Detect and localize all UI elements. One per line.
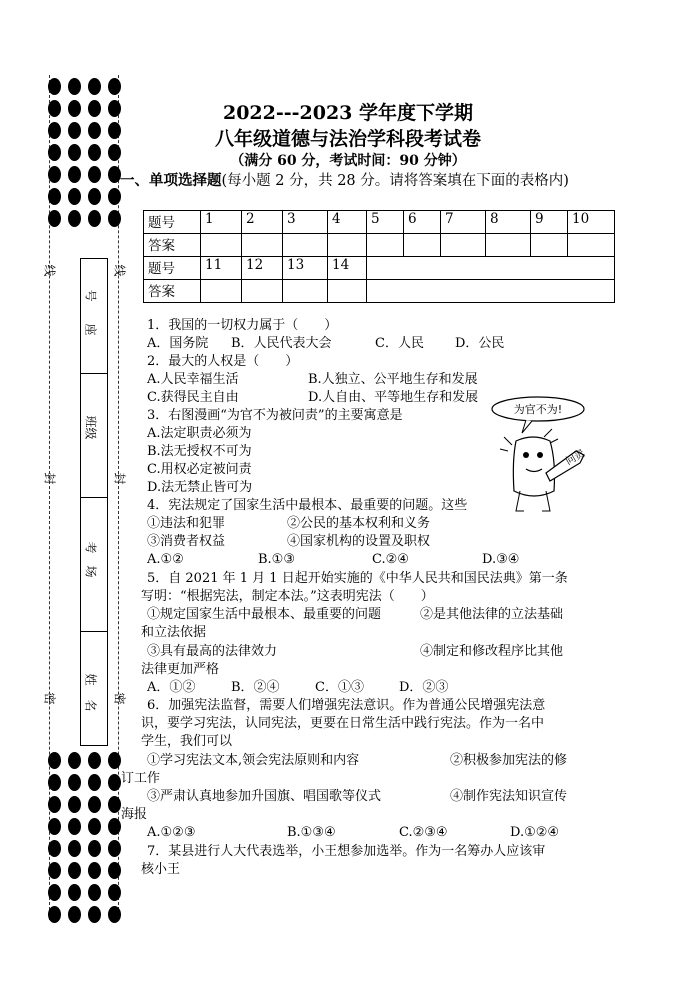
row-label: 题号 [144,211,201,234]
question-number: 11 [201,257,242,280]
q5-option-d: D．②③ [399,680,449,695]
question-number: 14 [328,257,367,280]
answer-cell[interactable] [201,234,242,257]
cartoon-illustration [486,393,588,523]
field-name-1: 姓 [83,673,98,686]
section-1-title: 一、单项选择题 [120,172,222,189]
q6-item-1: ①学习宪法文本,领会宪法原则和内容 [147,753,360,768]
q3-option-b: B.法无授权不可为 [147,444,252,459]
answer-cell[interactable] [367,234,404,257]
question-number: 10 [568,211,615,234]
row-label: 答案 [144,234,201,257]
answer-cell[interactable] [531,234,568,257]
field-name-2: 名 [83,699,98,712]
q4-option-b: B.①③ [258,552,295,567]
q5-item-4-cont: 法律更加严格 [141,662,220,677]
row-label: 题号 [144,257,201,280]
answer-cell[interactable] [328,280,367,303]
q6-stem-line-2: 识，要学习宪法，认同宪法，更要在日常生活中践行宪法。作为一名中 [141,716,545,731]
q5-option-a: A．①② [147,680,196,695]
binding-char-secret-left: 密 [42,692,57,705]
q5-item-2-cont: 和立法依据 [141,625,207,640]
question-number: 7 [441,211,486,234]
answer-cell[interactable] [283,234,328,257]
binding-char-seal-left: 封 [42,472,57,485]
binding-char-line-right: 线 [112,264,127,277]
binding-char-secret-right: 密 [112,692,127,705]
question-number: 8 [486,211,531,234]
answer-cell[interactable] [283,280,328,303]
answer-cell[interactable] [201,280,242,303]
question-number: 1 [201,211,242,234]
q2-option-c: C.获得民主自由 [147,390,239,405]
answer-cell[interactable] [441,234,486,257]
q6-stem-line-1: 6．加强宪法监督，需要人们增强宪法意识。作为普通公民增强宪法意 [147,698,546,713]
answer-cell[interactable] [404,234,441,257]
exam-score-time: （满分 60 分，考试时间：90 分钟） [230,153,466,169]
question-number: 9 [531,211,568,234]
q7-stem-line-1: 7．某县进行人大代表选举，小王想参加选举。作为一名筹办人应该审 [147,844,546,859]
answer-cell[interactable] [328,234,367,257]
answer-cell[interactable] [242,280,283,303]
field-class: 班级 [83,415,98,440]
exam-subject-title: 八年级道德与法治学科段考试卷 [214,128,481,150]
q1-option-a: A．国务院 [147,336,209,351]
q7-stem-line-2: 核小王 [141,862,181,877]
q2-option-a: A.人民幸福生活 [147,372,239,387]
q4-item-2: ②公民的基本权利和义务 [287,516,431,531]
answer-cell[interactable] [568,234,615,257]
q6-item-4-cont: 海报 [121,807,148,822]
q4-option-d: D.③④ [482,552,520,567]
binding-char-line-left: 线 [42,264,57,277]
answer-table [143,210,615,303]
q3-option-a: A.法定职责必须为 [147,426,252,441]
q1-stem: 1．我国的一切权力属于（ ） [147,318,338,333]
q6-option-c: C.②③④ [399,825,448,840]
table-row [144,280,615,303]
q6-option-b: B.①③④ [287,825,336,840]
q4-item-4: ④国家机构的设置及职权 [287,534,431,549]
q6-option-a: A.①②③ [147,825,196,840]
q5-option-b: B．②④ [231,680,280,695]
field-seat-2: 座 [83,323,98,336]
q6-stem-line-3: 学生，我们可以 [141,734,233,749]
q4-option-a: A.①② [147,552,184,567]
question-number: 12 [242,257,283,280]
question-number: 4 [328,211,367,234]
q4-option-c: C.②④ [372,552,409,567]
field-room-2: 场 [83,565,98,578]
cartoon-accountability-text: 问责 [564,448,587,468]
q3-option-c: C.用权必定被问责 [147,462,252,477]
table-row [144,257,615,280]
q4-item-1: ①违法和犯罪 [147,516,226,531]
student-info-box [80,258,108,746]
binding-dots-bottom [48,752,128,928]
q5-stem-line-1: 5．自 2021 年 1 月 1 日起开始实施的《中华人民共和国民法典》第一条 [147,571,568,586]
q6-option-d: D.①②④ [510,825,560,840]
q1-option-b: B．人民代表大会 [231,336,332,351]
empty-cell [367,280,615,303]
section-1-instruction: (每小题 2 分，共 28 分。请将答案填在下面的表格内) [221,173,569,189]
empty-cell [367,257,615,280]
cartoon-speech-text: 为官不为! [513,403,563,416]
q6-item-3: ③严肃认真地参加升国旗、唱国歌等仪式 [147,789,382,804]
question-number: 13 [283,257,328,280]
q5-item-2: ②是其他法律的立法基础 [420,607,564,622]
q1-option-c: C．人民 [375,336,424,351]
q5-item-3: ③具有最高的法律效力 [147,644,278,659]
q5-stem-line-2: 写明：“根据宪法，制定本法。”这表明宪法（ ） [141,589,434,604]
binding-char-seal-right: 封 [112,472,127,485]
q5-item-1: ①规定国家生活中最根本、最重要的问题 [147,607,382,622]
row-label: 答案 [144,280,201,303]
q1-option-d: D．公民 [455,336,505,351]
question-number: 3 [283,211,328,234]
field-room-1: 考 [83,541,98,554]
q4-item-3: ③消费者权益 [147,534,226,549]
q6-item-2: ②积极参加宪法的修 [450,753,568,768]
q5-item-4: ④制定和修改程序比其他 [420,644,564,659]
q4-stem: 4．宪法规定了国家生活中最根本、最重要的问题。这些 [147,498,468,513]
question-number: 5 [367,211,404,234]
exam-year-title: 2022---2023 学年度下学期 [222,102,474,124]
q2-option-b: B.人独立、公平地生存和发展 [308,372,478,387]
question-number: 6 [404,211,441,234]
q6-item-2-cont: 订工作 [121,771,161,786]
field-seat-1: 号 [83,289,98,302]
q5-option-c: C．①③ [315,680,364,695]
q2-option-d: D.人自由、平等地生存和发展 [308,390,479,405]
question-number: 2 [242,211,283,234]
q3-option-d: D.法无禁止皆可为 [147,480,253,495]
answer-cell[interactable] [486,234,531,257]
q6-item-4: ④制作宪法知识宣传 [450,789,568,804]
answer-cell[interactable] [242,234,283,257]
q3-stem: 3．右图漫画“为官不为被问责”的主要寓意是 [147,408,403,423]
section-1-heading [120,171,590,191]
table-row [144,234,615,257]
q2-stem: 2．最大的人权是（ ） [147,354,299,369]
table-row [144,211,615,234]
